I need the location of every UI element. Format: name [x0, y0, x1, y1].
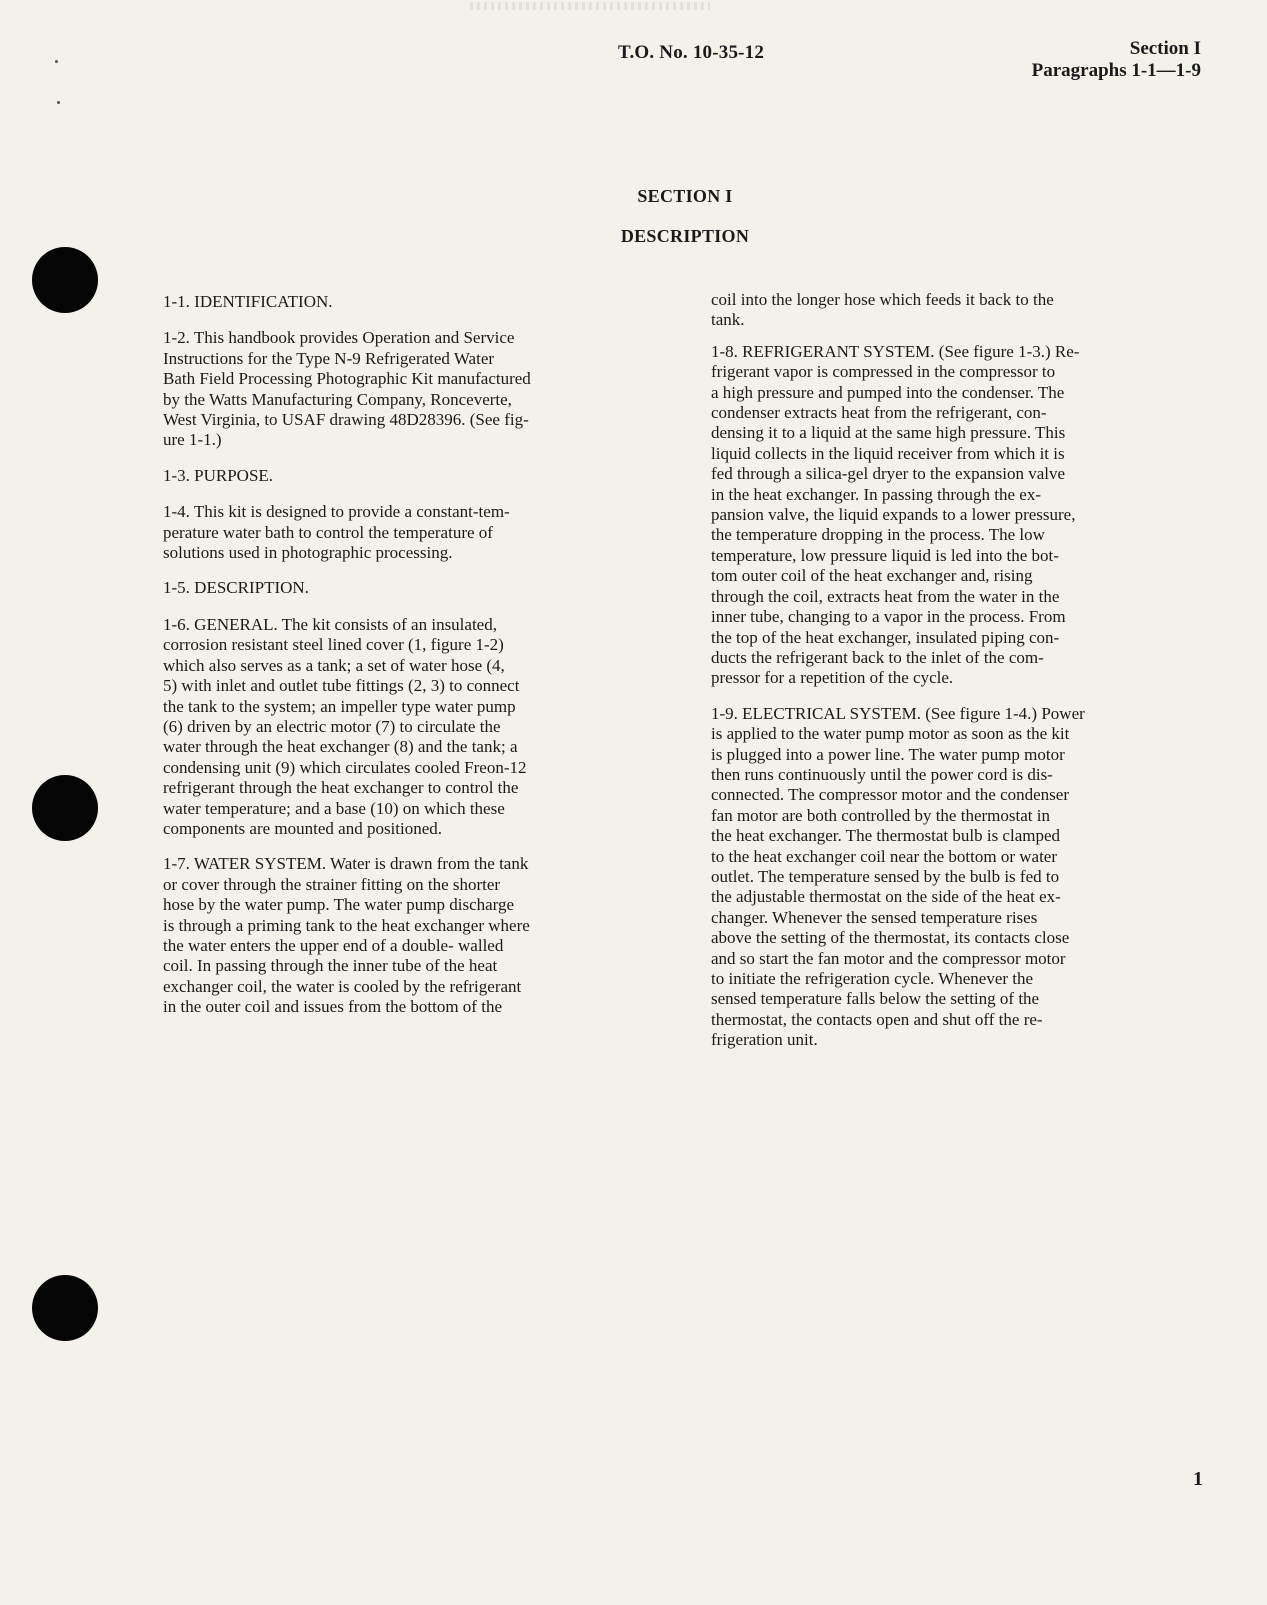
scan-speck [55, 60, 58, 63]
page-number: 1 [1193, 1468, 1203, 1490]
paragraph-1-7-continued: coil into the longer hose which feeds it back to the tank. [711, 290, 1054, 330]
heading-purpose: 1-3. PURPOSE. [163, 465, 274, 485]
section-reference [1032, 38, 1201, 82]
heading-description: 1-5. DESCRIPTION. [163, 578, 309, 598]
scan-artifact [470, 2, 710, 10]
left-column [163, 292, 655, 1033]
paragraph-1-9-electrical-system: 1-9. ELECTRICAL SYSTEM. (See figure 1-4.) Power is applied to the water pump motor as soon as the kit is plugged into a power line. The water pump motor then runs continuously until the power cord is dis- connected. The compressor motor and the condenser fan motor are both controlled by the thermostat in the heat exchanger. The thermostat bulb is clamped to the heat exchanger coil near the bottom or water outlet. The temperature sensed by the bulb is fed to the adjustable thermostat on the side of the heat ex- changer. Whenever the sensed temperature rises above the setting of the thermostat, its contacts close and so start the fan motor and the compressor motor to initiate the refrigeration cycle. Whenever the sensed temperature falls below the setting of the thermostat, the contacts open and shut off the re- frigeration unit. [711, 703, 1085, 1050]
tech-order-number: T.O. No. 10-35-12 [618, 42, 765, 63]
binder-hole-top [32, 247, 98, 313]
description-title: DESCRIPTION [620, 226, 750, 246]
paragraphs-label: Paragraphs 1-1—1-9 [1031, 60, 1201, 81]
scan-speck [57, 101, 60, 104]
binder-hole-bottom [32, 1275, 98, 1341]
paragraph-1-4: 1-4. This kit is designed to provide a constant-tem- perature water bath to control the temperature of solutions used in photographic processing. [163, 502, 510, 563]
paragraph-1-7-water-system: 1-7. WATER SYSTEM. Water is drawn from the tank or cover through the strainer fitting on the shorter hose by the water pump. The water pump discharge is through a priming tank to the heat exchanger where the water enters the upper end of a double- walled coil. In passing through the inner tube of the heat exchanger coil, the water is cooled by the refrigerant in the outer coil and issues from the bottom of the [163, 854, 530, 1017]
right-column [711, 290, 1200, 1066]
heading-identification: 1-1. IDENTIFICATION. [163, 292, 333, 311]
section-label: Section I [1129, 38, 1201, 59]
section-title: SECTION I [637, 186, 733, 206]
paragraph-1-6-general: 1-6. GENERAL. The kit consists of an insulated, corrosion resistant steel lined cover (1, figure 1-2) which also serves as a tank; a set of water hose (4, 5) with inlet and outlet tube fittings (2, 3) to connect the tank to the system; an impeller type water pump (6) driven by an electric motor (7) to circulate the water through the heat exchanger (8) and the tank; a condensing unit (9) which circulates cooled Freon-12 refrigerant through the heat exchanger to control the water temperature; and a base (10) on which these components are mounted and positioned. [163, 614, 527, 838]
paragraph-1-2: 1-2. This handbook provides Operation and Service Instructions for the Type N-9 Refrigerated Water Bath Field Processing Photographic Kit manufactured by the Watts Manufacturing Company, Ronceverte, West Virginia, to USAF drawing 48D28396. (See fig- ure 1-1.) [163, 328, 531, 450]
binder-hole-middle [32, 775, 98, 841]
paragraph-1-8-refrigerant-system: 1-8. REFRIGERANT SYSTEM. (See figure 1-3.) Re- frigerant vapor is compressed in the compressor to a high pressure and pumped into the condenser. The condenser extracts heat from the refrigerant, con- densing it to a liquid at the same high pressure. This liquid collects in the liquid receiver from which it is fed through a silica-gel dryer to the expansion valve in the heat exchanger. In passing through the ex- pansion valve, the liquid expands to a lower pressure, the temperature dropping in the process. The low temperature, low pressure liquid is led into the bot- tom outer coil of the heat exchanger and, rising through the coil, extracts heat from the water in the inner tube, changing to a vapor in the process. From the top of the heat exchanger, insulated piping con- ducts the refrigerant back to the inlet of the com- pressor for a repetition of the cycle. [711, 341, 1080, 688]
